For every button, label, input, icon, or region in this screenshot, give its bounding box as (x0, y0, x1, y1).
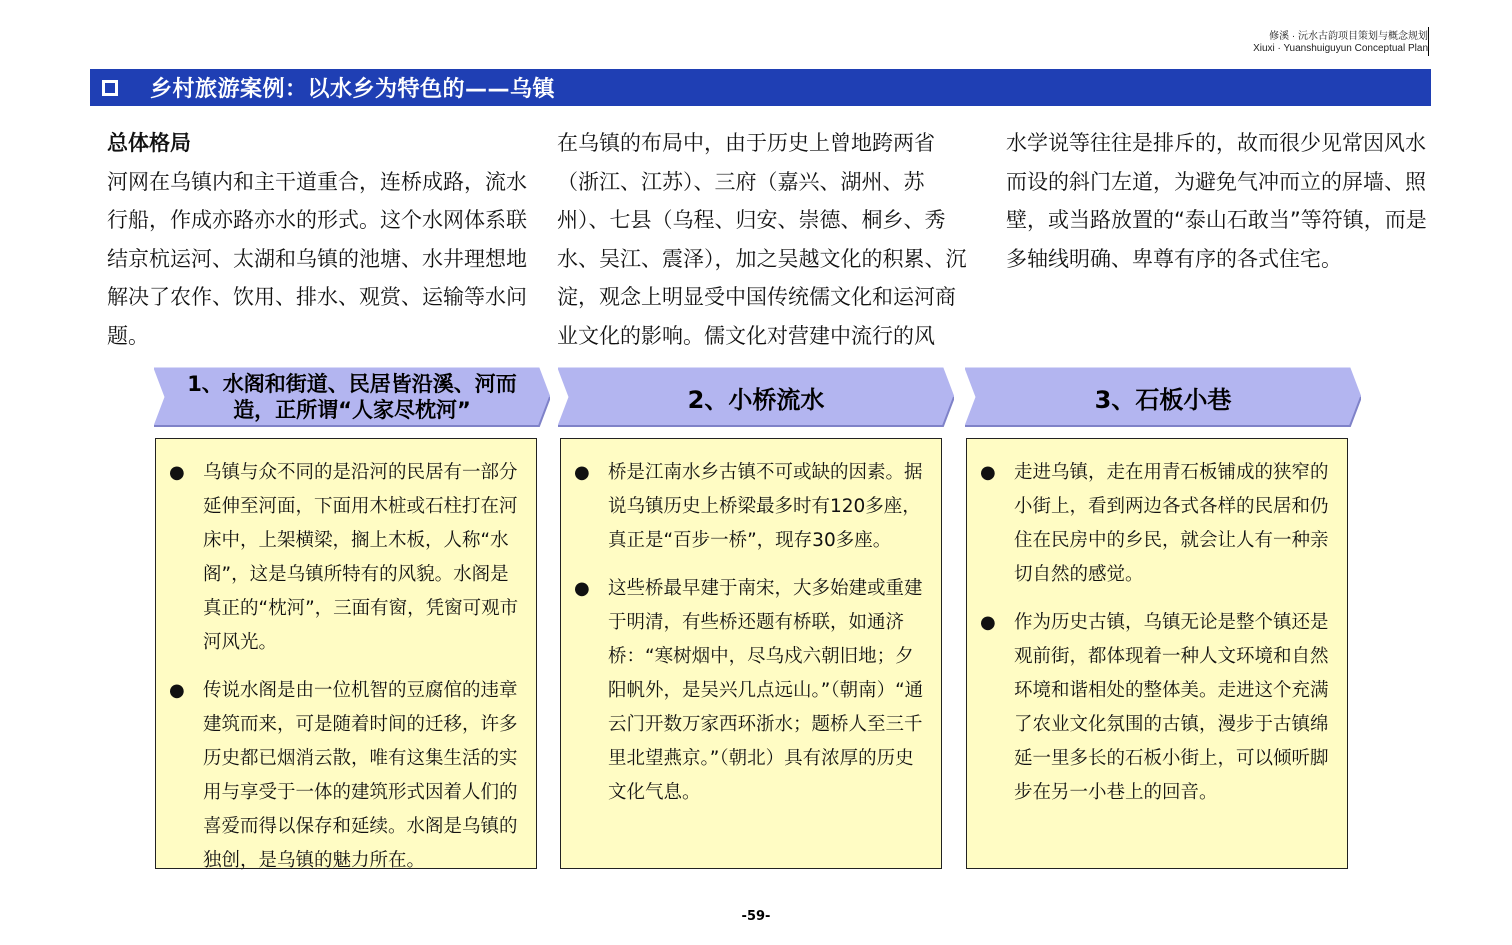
checkbox-square-icon (102, 80, 118, 96)
intro-column-3 (1006, 124, 1438, 278)
list-item: ● 作为历史古镇，乌镇无论是整个镇还是观前街，都体现着一种人文环境和自然环境和谐相处的整体美。走进这个充满了农业文化氛围的古镇，漫步于古镇绵延一里多长的石板小街上，可以倾听脚步在另一小巷上的回音。 (967, 606, 1337, 810)
section-2-title: 2、小桥流水 (687, 385, 825, 414)
intro-text-3: 水学说等往往是排斥的，故而很少见常因风水而设的斜门左道，为避免气冲而立的屏墙、照壁，或当路放置的“泰山石敢当”等符镇，而是多轴线明确、卑尊有序的各式住宅。 (1006, 131, 1427, 271)
section-1-title-line2: 造，正所谓“人家尽枕河” (233, 398, 471, 422)
intro-column-1 (107, 124, 527, 356)
header-title-cn: 修溪 · 沅水古韵项目策划与概念规划 (1269, 31, 1428, 42)
section-1-title-line1: 1、水阁和街道、民居皆沿溪、河而 (187, 372, 517, 396)
section-1-list (156, 439, 536, 878)
section-banner (90, 69, 1431, 106)
bullet-icon: ● (169, 462, 185, 483)
section-2-header (558, 366, 954, 428)
header-divider (1428, 27, 1429, 56)
intro-heading: 总体格局 (107, 131, 191, 155)
list-item: ● 桥是江南水乡古镇不可或缺的因素。据说乌镇历史上桥梁最多时有120多座，真正是“百步一桥”，现存30多座。 (561, 456, 931, 558)
intro-text-1: 河网在乌镇内和主干道重合，连桥成路，流水行船，作成亦路亦水的形式。这个水网体系联结京杭运河、太湖和乌镇的池塘、水井理想地解决了农作、饮用、排水、观赏、运输等水问题。 (107, 169, 527, 348)
section-3-header (965, 366, 1361, 428)
banner-title: 乡村旅游案例：以水乡为特色的——乌镇 (150, 77, 556, 102)
header-title-en: Xiuxi · Yuanshuiguyun Conceptual Plan (1253, 43, 1428, 54)
section-1-title (187, 371, 517, 423)
page-number: -59- (741, 909, 771, 924)
section-2-box (560, 438, 942, 869)
intro-column-2 (557, 124, 975, 356)
bullet-icon: ● (980, 462, 996, 483)
list-item: ● 这些桥最早建于南宋，大多始建或重建于明清，有些桥还题有桥联，如通济桥：“寒树烟中，尽乌戍六朝旧地；夕阳帆外，是吴兴几点远山。”（朝南）“通云门开数万家西环浙水；题桥人至三千里北望燕京。”（朝北）具有浓厚的历史文化气息。 (561, 572, 931, 810)
bullet-icon: ● (574, 462, 590, 483)
section-3-list (967, 439, 1347, 810)
section-1-header (154, 366, 550, 428)
bullet-icon: ● (980, 612, 996, 633)
bullet-icon: ● (169, 680, 185, 701)
section-3-title: 3、石板小巷 (1094, 385, 1232, 414)
bullet-icon: ● (574, 578, 590, 599)
section-3-box (966, 438, 1348, 869)
intro-text-2: 在乌镇的布局中，由于历史上曾地跨两省（浙江、江苏）、三府（嘉兴、湖州、苏州）、七县（乌程、归安、崇德、桐乡、秀水、吴江、震泽），加之吴越文化的积累、沉淀，观念上明显受中国传统儒文化和运河商业文化的影响。儒文化对营建中流行的风 (557, 131, 967, 348)
list-item: ● 传说水阁是由一位机智的豆腐倌的违章建筑而来，可是随着时间的迁移，许多历史都已烟消云散，唯有这集生活的实用与享受于一体的建筑形式因着人们的喜爱而得以保存和延续。水阁是乌镇的独创，是乌镇的魅力所在。 (156, 674, 526, 878)
list-item: ● 走进乌镇，走在用青石板铺成的狭窄的小街上，看到两边各式各样的民居和仍住在民房中的乡民，就会让人有一种亲切自然的感觉。 (967, 456, 1337, 592)
document-header (1253, 31, 1428, 55)
list-item: ● 乌镇与众不同的是沿河的民居有一部分延伸至河面，下面用木桩或石柱打在河床中，上架横梁，搁上木板，人称“水阁”，这是乌镇所特有的风貌。水阁是真正的“枕河”，三面有窗，凭窗可观市河风光。 (156, 456, 526, 660)
section-1-box (155, 438, 537, 869)
section-2-list (561, 439, 941, 810)
